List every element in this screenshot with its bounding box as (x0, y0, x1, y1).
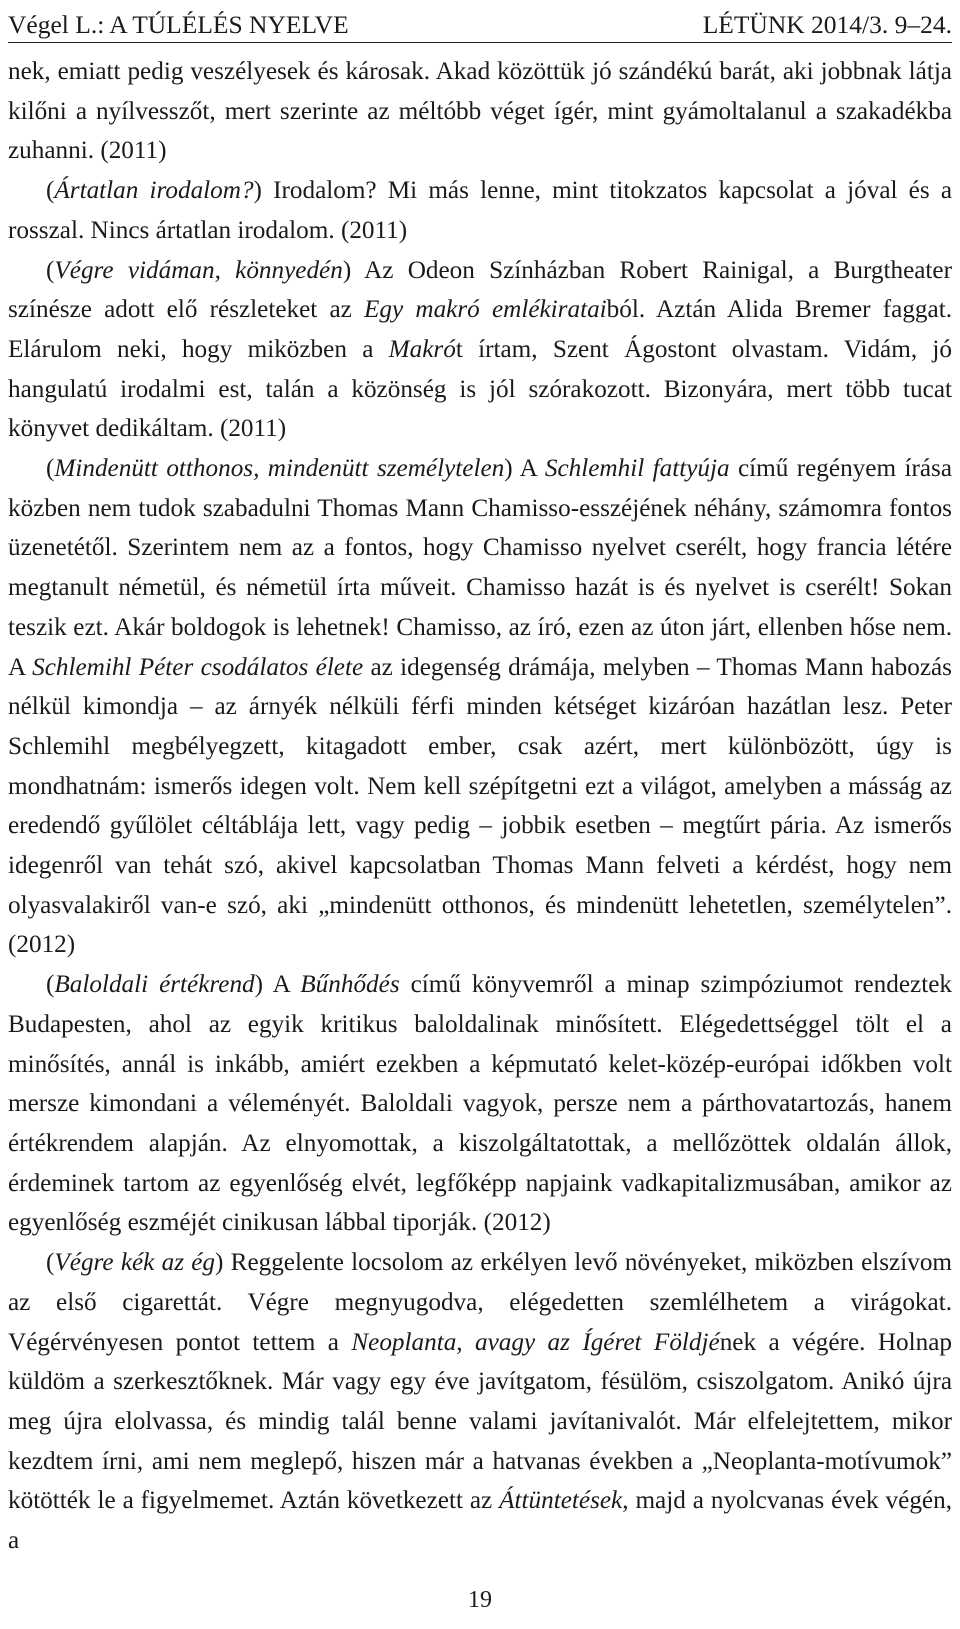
paragraph-text: A (519, 455, 545, 483)
entry-title: Mindenütt otthonos, mindenütt személytelen (54, 455, 505, 483)
entry-year: (2012) (483, 1209, 551, 1237)
diary-entry-mindenutt-otthonos: (Mindenütt otthonos, mindenütt személytelen) A Schlemhil fattyúja című regényem írása közben nem tudok szabadulni Thomas Mann Chamisso-esszéjének néhány, számomra fontos üzenetétől. Szerintem nem az a fontos, hogy Chamisso nyelvet cserélt, hogy francia létére megtanult németül, és németül írta műveit. Chamisso hazát is és nyelvet is cserélt! Sokan teszik ezt. Akár boldogok is lehetnek! Chamisso, az író, ezen az úton járt, ellenben hőse nem. A Schlemihl Péter csodálatos élete az idegenség drámája, melyben – Thomas Mann habozás nélkül kimondja – az árnyék nélküli férfi minden kétséget kizáróan hazátlan lesz. Peter Schlemihl megbélyegzett, kitagadott ember, csak azért, mert különbözött, úgy is mondhatnám: ismerős idegen volt. Nem kell szépítgetni ezt a világot, amelyben a másság az eredendő gyűlölet céltáblája lett, vagy pedig – jobbik esetben – megtűrt pária. Az ismerős idegenről van tehát szó, akivel kapcsolatban Thomas Mann felveti a kérdést, hogy nem olyasvalakiről van-e szó, aki „mindenütt otthonos, és mindenütt lehetetlen, személytelen”. (2012) (8, 455, 952, 959)
paragraph-text: ból. Aztán Alida Bremer faggat. Elárulom neki, hogy miközben a (8, 296, 952, 363)
article-body (8, 52, 952, 1561)
entry-title: Végre vidáman, könnyedén (54, 256, 343, 284)
diary-entry-artatlan-irodalom: (Ártatlan irodalom?) Irodalom? Mi más lenne, mint titokzatos kapcsolat a jóval és a rosszal. Nincs ártatlan irodalom. (2011) (8, 177, 953, 244)
paragraph-text: t írtam, Szent Ágostont olvastam. Vidám, jó hangulatú irodalmi est, talán a közönség is jól szórakozott. Bizonyára, mert több tucat könyvet dedikáltam. (8, 335, 952, 443)
work-title: Áttüntetések (499, 1487, 623, 1515)
running-head (8, 6, 952, 43)
page-number: 19 (468, 1587, 492, 1613)
diary-entry-vegre-vidaman: (Végre vidáman, könnyedén) Az Odeon Színházban Robert Rainigal, a Burgtheater színésze adott elő részleteket az Egy makró emlékirataiból. Aztán Alida Bremer faggat. Elárulom neki, hogy miközben a Makrót írtam, Szent Ágostont olvastam. Vidám, jó hangulatú irodalmi est, talán a közönség is jól szórakozott. Bizonyára, mert több tucat könyvet dedikáltam. (2011) (8, 256, 952, 443)
paragraph-text: nek, emiatt pedig veszélyesek és károsak. Akad közöttük jó szándékú barát, aki jobbnak látja kilőni a nyílvesszőt, mert szerinte az méltóbb véget ígér, mint gyámoltalanul a szakadékba zuhanni. (8, 58, 952, 165)
entry-title: Végre kék az ég (54, 1249, 216, 1277)
paragraph-text: az idegenség drámája, melyben – Thomas Mann habozás nélkül kimondja – az árnyék nélküli férfi minden kétséget kizáróan hazátlan lesz. Peter Schlemihl megbélyegzett, kitagadott ember, csak azért, mert különbözött, úgy is mondhatnám: ismerős idegen volt. Nem kell szépítgetni ezt a világot, amelyben a másság az eredendő gyűlölet céltáblája lett, vagy pedig – jobbik esetben – megtűrt pária. Az ismerős idegenről van tehát szó, akivel kapcsolatban Thomas Mann felveti a kérdést, hogy nem olyasvalakiről van-e szó, aki „mindenütt otthonos, és mindenütt lehetetlen, személytelen”. (8, 653, 952, 919)
work-title: Makró (388, 335, 456, 363)
paragraph-text: , majd a nyolcvanas évek végén, a (8, 1487, 952, 1555)
entry-year: (2012) (8, 931, 76, 959)
entry-title: Ártatlan irodalom? (54, 177, 254, 205)
work-title: Bűnhődés (300, 971, 400, 999)
entry-year: (2011) (340, 216, 408, 244)
entry-year: (2011) (100, 137, 167, 165)
entry-year: (2011) (219, 415, 287, 443)
running-head-author-title: Végel L.: A TÚLÉLÉS NYELVE (8, 10, 349, 39)
paragraph-text: Az Odeon Színházban Robert Rainigal, a Burgtheater színésze adott elő részleteket az (8, 256, 952, 324)
work-title: Schlemihl Péter csodálatos élete (32, 653, 364, 681)
paragraph-text: A (272, 971, 301, 999)
paragraph-text: című regényem írása közben nem tudok szabadulni Thomas Mann Chamisso-esszéjének néhány, számomra fontos üzenetétől. Szerintem nem az a fontos, hogy Chamisso nyelvet cserélt, hogy francia létére megtanult németül, és németül írta műveit. Chamisso hazát is és nyelvet is cserélt! Sokan teszik ezt. Akár boldogok is lehetnek! Chamisso, az író, ezen az úton járt, ellenben hőse nem. A (8, 455, 952, 681)
paragraph-text: Reggelente locsolom az erkélyen levő növényeket, miközben elszívom az első cigarettát. Végre megnyugodva, elégedetten szemlélhetem a virágokat. Végérvényesen pontot tettem a (8, 1249, 952, 1356)
diary-entry-vegre-kek-az-eg: (Végre kék az ég) Reggelente locsolom az erkélyen levő növényeket, miközben elszívom az első cigarettát. Végre megnyugodva, elégedetten szemlélhetem a virágokat. Végérvényesen pontot tettem a Neoplanta, avagy az Ígéret Földjének a végére. Holnap küldöm a szerkesztőknek. Már vagy egy éve javítgatom, fésülöm, csiszolgatom. Anikó újra meg újra elolvassa, és mindig talál benne valami javítanivalót. Már elfelejtettem, mikor kezdtem írni, ami nem meglepő, hiszen már a hatvanas években a „Neoplanta-motívumok” kötötték le a figyelmemet. Aztán következett az Áttüntetések, majd a nyolcvanas évek végén, a (8, 1249, 952, 1555)
paragraph-text: című könyvemről a minap szimpóziumot rendeztek Budapesten, ahol az egyik kritikus baloldalinak minősített. Elégedettséggel tölt el a minősítés, annál is inkább, amiért ezekben a képmutató kelet-közép-európai időkben volt mersze kimondani a véleményét. Baloldali vagyok, persze nem a párthovatartozás, hanem értékrendem alapján. Az elnyomottak, a kiszolgáltatottak, a mellőzöttek oldalán állok, érdeminek tartom az egyenlőség elvét, legfőképp napjaink vadkapitalizmusában, amikor az egyenlőség eszméjét cinikusan lábbal tiporják. (8, 971, 952, 1237)
work-title: Neoplanta, avagy az Ígéret Földjé (351, 1328, 720, 1356)
work-title: Schlemhil fattyúja (544, 455, 730, 483)
paragraph-text: nek a végére. Holnap küldöm a szerkesztőknek. Már vagy egy éve javítgatom, fésülöm, csiszolgatom. Anikó újra meg újra elolvassa, és mindig talál benne valami javítanivalót. Már elfelejtettem, mikor kezdtem írni, ami nem meglepő, hiszen már a hatvanas években a „Neoplanta-motívumok” kötötték le a figyelmemet. Aztán következett az (8, 1328, 952, 1515)
running-head-journal-issue: LÉTÜNK 2014/3. 9–24. (702, 10, 952, 39)
diary-entry-baloldali-ertekrend: (Baloldali értékrend) A Bűnhődés című könyvemről a minap szimpóziumot rendeztek Budapesten, ahol az egyik kritikus baloldalinak minősített. Elégedettséggel tölt el a minősítés, annál is inkább, amiért ezekben a képmutató kelet-közép-európai időkben volt mersze kimondani a véleményét. Baloldali vagyok, persze nem a párthovatartozás, hanem értékrendem alapján. Az elnyomottak, a kiszolgáltatottak, a mellőzöttek oldalán állok, érdeminek tartom az egyenlőség elvét, legfőképp napjaink vadkapitalizmusában, amikor az egyenlőség eszméjét cinikusan lábbal tiporják. (2012) (8, 971, 952, 1237)
work-title: Egy makró emlékiratai (364, 296, 607, 324)
paragraph-text: Irodalom? Mi más lenne, mint titokzatos kapcsolat a jóval és a rosszal. Nincs ártatlan irodalom. (8, 177, 953, 244)
entry-title: Baloldali értékrend (54, 971, 255, 999)
paragraph-continuation (8, 52, 952, 171)
